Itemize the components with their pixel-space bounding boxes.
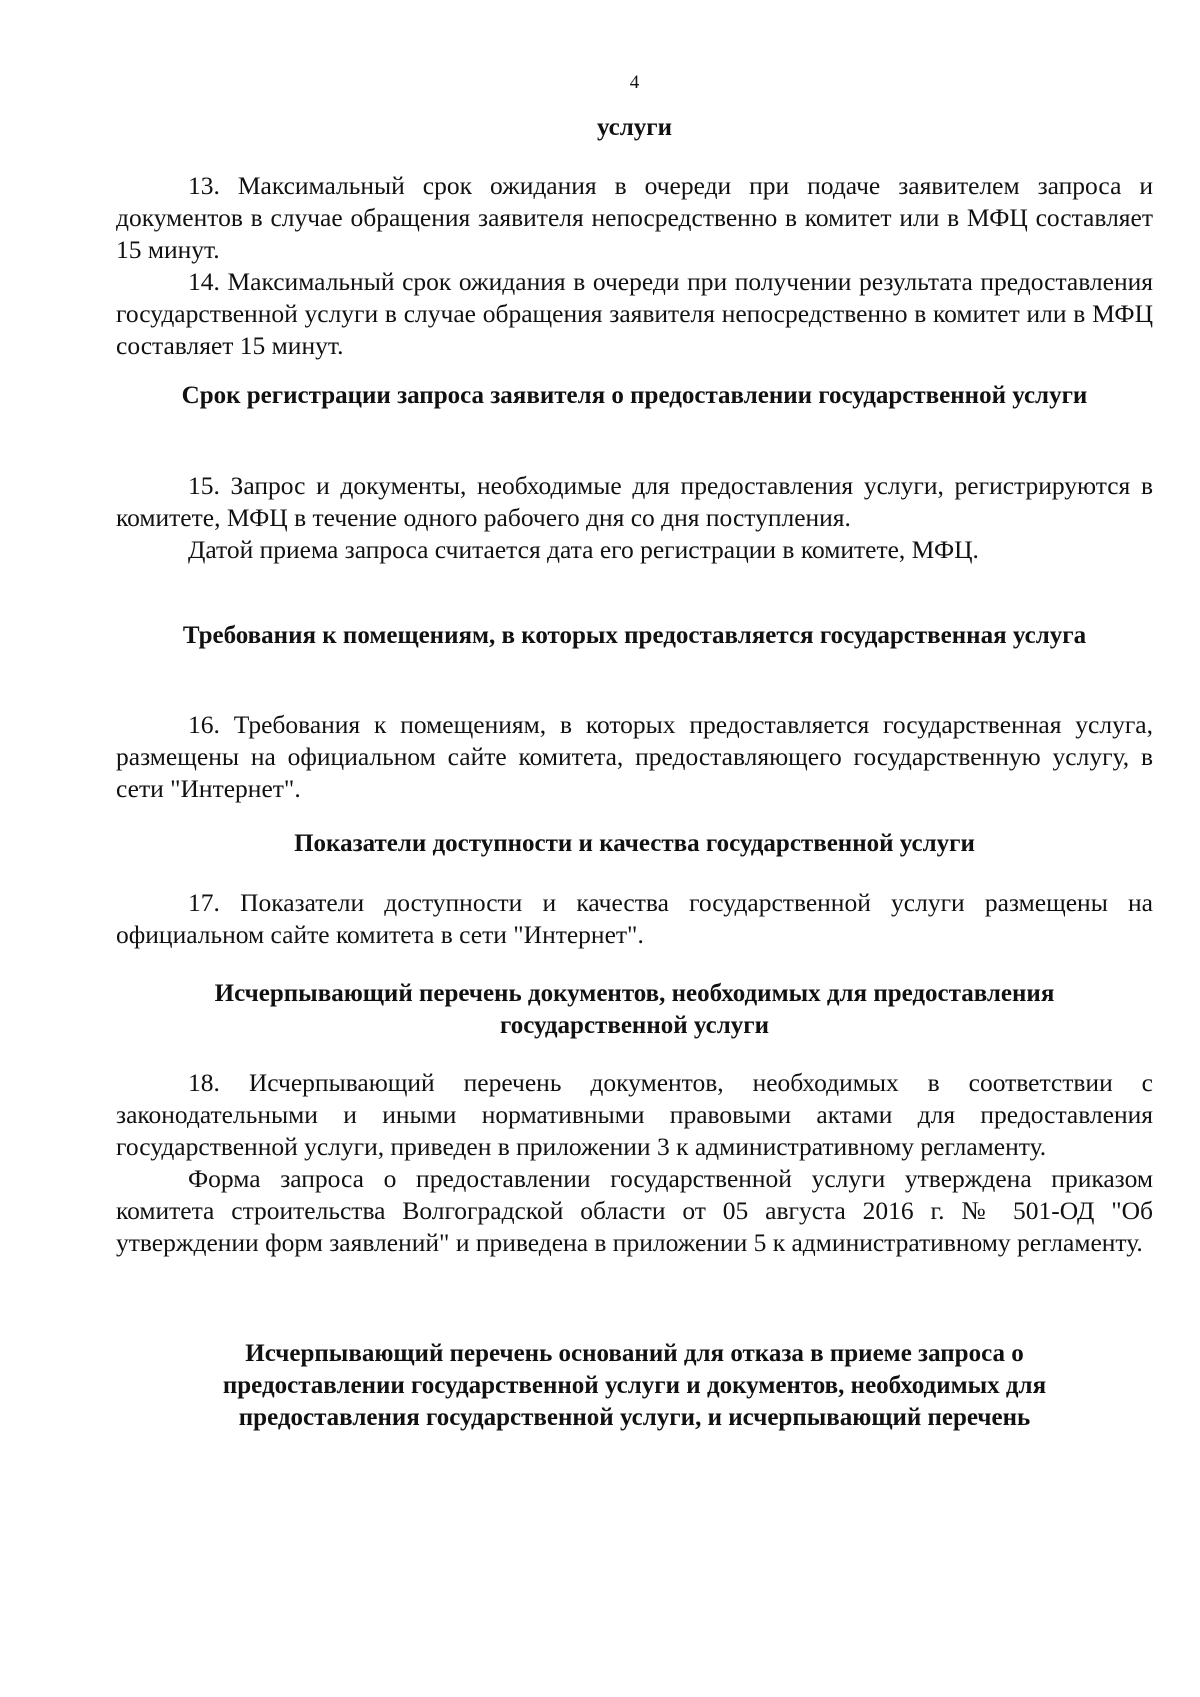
section-heading: услуги: [596, 114, 673, 141]
paragraph: 14. Максимальный срок ожидания в очереди при получении результата предоставления государственной услуги в случае обращения заявителя непосредственно в комитет или в МФЦ составляет 15 минут.: [116, 267, 1153, 360]
section-body: [116, 470, 1153, 566]
paragraph: 13. Максимальный срок ожидания в очереди при подаче заявителем запроса и документов в случае обращения заявителя непосредственно в комитет или в МФЦ составляет 15 минут.: [116, 171, 1153, 264]
section-heading: Исчерпывающий перечень документов, необходимых для предоставления государственной услуги: [214, 980, 1055, 1039]
section-heading: Требования к помещениям, в которых предоставляется государственная услуга: [182, 622, 1087, 649]
paragraph: 18. Исчерпывающий перечень документов, необходимых в соответствии с законодательными и иными нормативными правовыми актами для предоставления государственной услуги, приведен в приложении 3 к административному регламенту.: [116, 1068, 1153, 1161]
section-body: [116, 887, 1153, 951]
section-body: [116, 1067, 1153, 1259]
section-heading: Показатели доступности и качества государственной услуги: [294, 830, 975, 857]
paragraph: Форма запроса о предоставлении государственной услуги утверждена приказом комитета строительства Волгоградской области от 05 августа 2016 г. № 501-ОД "Об утверждении форм заявлений" и приведена в приложении 5 к административному регламенту.: [116, 1164, 1153, 1257]
section-body: [116, 170, 1153, 362]
paragraph: 15. Запрос и документы, необходимые для предоставления услуги, регистрируются в комитете, МФЦ в течение одного рабочего дня со дня поступления.: [116, 471, 1153, 532]
section-body: [116, 709, 1153, 805]
section-heading: Исчерпывающий перечень оснований для отказа в приеме запроса о предоставлении государственной услуги и документов, необходимых для предоставления государственной услуги, и исчерпывающий перечень: [222, 1340, 1047, 1431]
paragraph: 16. Требования к помещениям, в которых предоставляется государственная услуга, размещены на официальном сайте комитета, предоставляющего государственную услугу, в сети "Интернет".: [116, 710, 1153, 803]
paragraph: 17. Показатели доступности и качества государственной услуги размещены на официальном сайте комитета в сети "Интернет".: [116, 888, 1153, 949]
section-heading: Срок регистрации запроса заявителя о предоставлении государственной услуги: [181, 382, 1088, 409]
page-number: 4: [629, 72, 640, 93]
paragraph: Датой приема запроса считается дата его регистрации в комитете, МФЦ.: [188, 535, 979, 564]
